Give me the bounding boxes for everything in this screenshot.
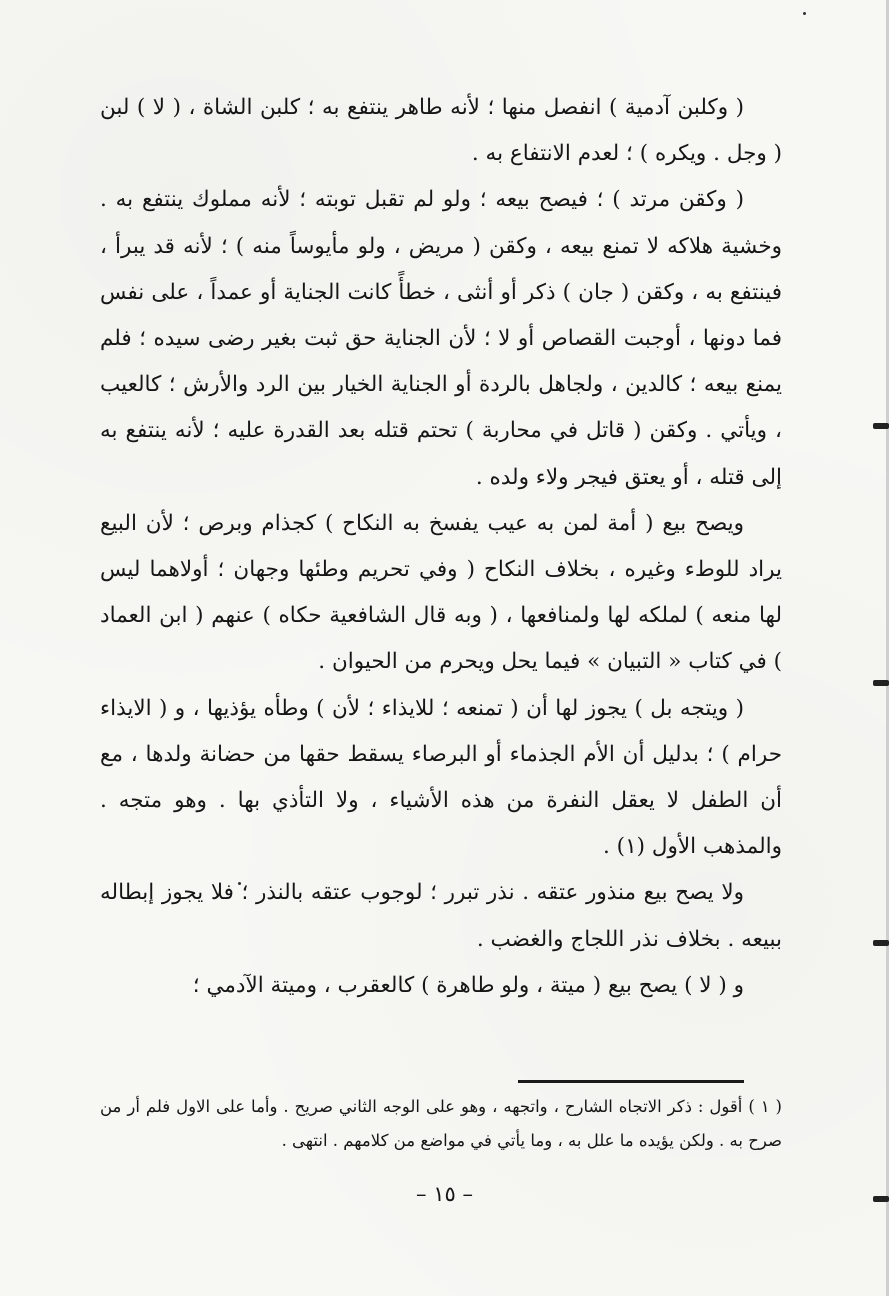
footnote-text: ( ١ ) أقول : ذكر الاتجاه الشارح ، واتجهه ، وهو على الوجه الثاني صريح . وأما على الاول فلم أر من صرح به . ولكن يؤيده ما علل به ، وما يأتي في مواضع من كلامهم . انتهى . <box>100 1097 782 1150</box>
paragraph: ولا يصح بيع منذور عتقه . نذر تبرر ؛ لوجوب عتقه بالنذر ؛ فلا يجوز إبطاله ببيعه . بخلاف نذر اللجاج والغضب . <box>100 880 782 952</box>
paragraph: ( وكقن مرتد ) ؛ فيصح بيعه ؛ ولو لم تقبل توبته ؛ لأنه مملوك ينتفع به . وخشية هلاكه لا تمنع بيعه ، وكقن ( مريض ، ولو مأيوساً منه ) ؛ لأنه قد يبرأ ، فينتفع به ، وكقن ( جان ) ذكر أو أنثى ، خطأً كانت الجناية أو عمداً ، على نفس فما دونها ، أوجبت القصاص أو لا ؛ لأن الجناية حق ثبت بغير رضى سيده ؛ فلم يمنع بيعه ؛ كالدين ، ولجاهل بالردة أو الجناية الخيار بين الرد والأرش ؛ كالعيب ، ويأتي . وكقن ( قاتل في محاربة ) تحتم قتله بعد القدرة عليه ؛ لأنه ينتفع به إلى قتله ، أو يعتق فيجر ولاء ولده . <box>100 187 782 490</box>
paragraph: ويصح بيع ( أمة لمن به عيب يفسخ به النكاح ) كجذام وبرص ؛ لأن البيع يراد للوطء وغيره ، بخلاف النكاح ( وفي تحريم وطئها وجهان ؛ أولاهما ليس لها منعه ) لملكه لها ولمنافعها ، ( وبه قال الشافعية حكاه ) عنهم ( ابن العماد ) في كتاب « التبيان » فيما يحل ويحرم من الحيوان . <box>100 510 782 675</box>
speck <box>803 12 806 15</box>
paragraph: ( وكلبن آدمية ) انفصل منها ؛ لأنه طاهر ينتفع به ؛ كلبن الشاة ، ( لا ) لبن ( وجل . ويكره ) ؛ لعدم الانتفاع به . <box>100 95 782 167</box>
edge-mark <box>873 940 889 946</box>
paragraph: ( ويتجه بل ) يجوز لها أن ( تمنعه ؛ للايذاء ؛ لأن ) وطأه يؤذيها ، و ( الايذاء حرام ) ؛ بدليل أن الأم الجذماء أو البرصاء يسقط حقها من حضانة ولدها ، مع أن الطفل لا يعقل النفرة من هذه الأشياء ، ولا التأذي بها . وهو متجه . والمذهب الأول (١) . <box>100 695 782 860</box>
main-text <box>100 85 782 1009</box>
paragraph: و ( لا ) يصح بيع ( ميتة ، ولو طاهرة ) كالعقرب ، وميتة الآدمي ؛ <box>192 972 744 998</box>
edge-mark <box>873 680 889 686</box>
footnote-divider <box>518 1080 744 1083</box>
page-number: – ١٥ – <box>416 1182 473 1206</box>
footnote <box>100 1090 782 1158</box>
edge-mark <box>873 423 889 429</box>
